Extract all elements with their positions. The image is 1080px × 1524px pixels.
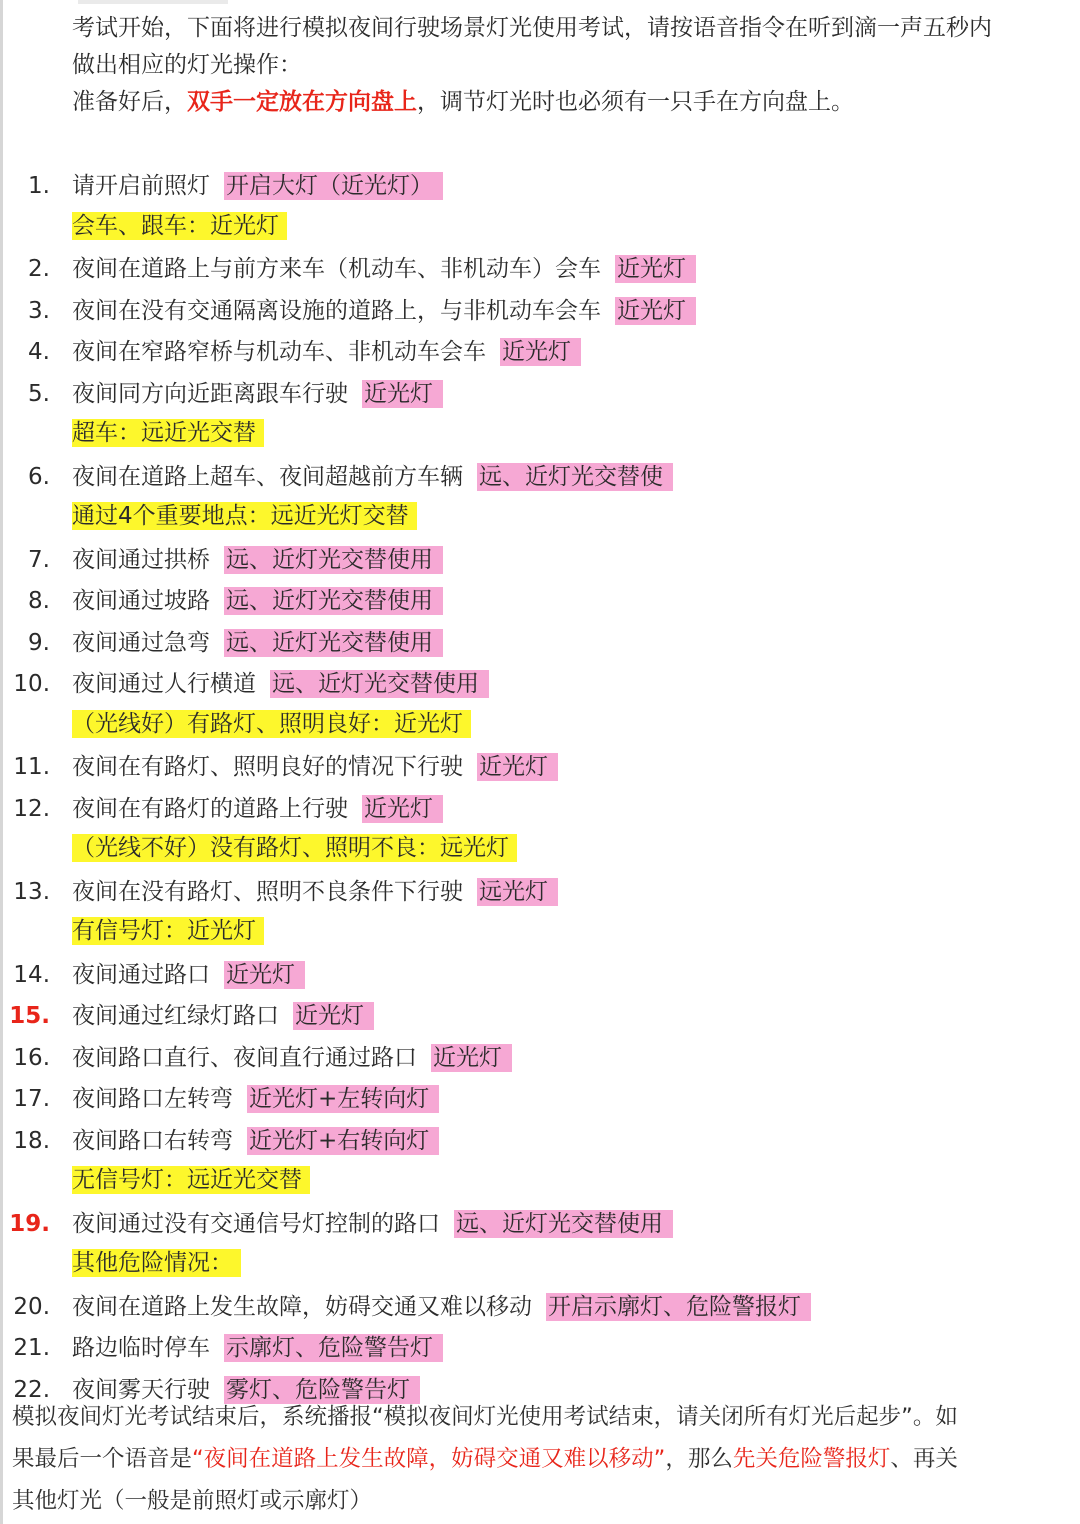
list-item [0, 1287, 1080, 1329]
item-content [72, 1041, 512, 1075]
list-item [0, 166, 1080, 208]
item-answer: 示廓灯、危险警告灯 [224, 1334, 443, 1362]
item-question: 夜间在窄路窄桥与机动车、非机动车会车 [72, 339, 486, 365]
item-answer: 近光灯 [224, 961, 305, 989]
item-answer: 近光灯 [615, 255, 696, 283]
footer-quote: “夜间在道路上发生故障，妨碍交通又难以移动” [192, 1446, 666, 1472]
footer-line-1: 模拟夜间灯光考试结束后，系统播报“模拟夜间灯光使用考试结束，请关闭所有灯光后起步”。如 [12, 1404, 958, 1430]
list-item [0, 332, 1080, 374]
item-number: 8. [28, 588, 50, 614]
item-question: 夜间路口直行、夜间直行通过路口 [72, 1044, 417, 1071]
list-item [0, 1204, 1080, 1246]
item-number: 20. [13, 1293, 50, 1320]
category-label: （光线好）有路灯、照明良好：近光灯 [72, 710, 471, 738]
item-answer: 远、近灯光交替使用 [270, 670, 489, 698]
item-number: 19. [9, 1210, 50, 1237]
footer-line-3: 其他灯光（一般是前照灯或示廓灯） [12, 1488, 373, 1514]
item-content [72, 377, 443, 411]
item-question: 夜间路口右转弯 [72, 1127, 233, 1154]
item-number: 3. [28, 297, 50, 324]
item-question: 夜间同方向近距离跟车行驶 [72, 380, 348, 407]
item-answer: 雾灯、危险警告灯 [224, 1376, 420, 1404]
category-content [72, 416, 264, 450]
category-row [0, 208, 1080, 250]
intro-emphasis: 双手一定放在方向盘上 [187, 89, 417, 115]
item-number: 18. [13, 1127, 50, 1154]
category-row [0, 498, 1080, 540]
item-content [72, 460, 673, 494]
list-item [0, 996, 1080, 1038]
item-content [72, 792, 443, 826]
list-item [0, 623, 1080, 665]
item-question: 夜间通过拱桥 [72, 546, 210, 573]
intro-line-3-suffix: ，调节灯光时也必须有一只手在方向盘上。 [417, 89, 854, 115]
item-content [72, 1124, 439, 1158]
item-question: 夜间雾天行驶 [72, 1376, 210, 1403]
intro-line-1: 考试开始，下面将进行模拟夜间行驶场景灯光使用考试，请按语音指令在听到滴一声五秒内 [72, 15, 992, 41]
item-content [72, 626, 443, 660]
list-item [0, 1038, 1080, 1080]
item-question: 夜间通过没有交通信号灯控制的路口 [72, 1210, 440, 1237]
footer-paragraph [12, 1396, 1068, 1522]
item-answer: 近光灯 [477, 753, 558, 781]
list-item [0, 1079, 1080, 1121]
list-item [0, 747, 1080, 789]
item-number: 2. [28, 256, 50, 282]
item-answer: 近光灯 [293, 1002, 374, 1030]
item-question: 夜间在没有路灯、照明不良条件下行驶 [72, 878, 463, 905]
footer-line-2 [12, 1438, 1068, 1480]
list-item [0, 789, 1080, 831]
item-content [72, 1082, 439, 1116]
item-content [72, 1207, 673, 1241]
intro-line-3 [72, 84, 1062, 121]
item-answer: 近光灯+左转向灯 [247, 1085, 439, 1113]
category-content [72, 914, 264, 948]
category-row [0, 1245, 1080, 1287]
item-answer: 远、近灯光交替使用 [224, 629, 443, 657]
list-item [0, 581, 1080, 623]
item-content [72, 169, 443, 203]
category-label: 会车、跟车：近光灯 [72, 212, 287, 240]
item-content [72, 1290, 811, 1324]
item-answer: 近光灯 [362, 795, 443, 823]
item-answer: 近光灯 [362, 380, 443, 408]
item-number: 12. [13, 795, 50, 822]
item-question: 夜间通过急弯 [72, 629, 210, 656]
category-label: 通过4个重要地点：远近光灯交替 [72, 502, 417, 530]
category-label: （光线不好）没有路灯、照明不良：远光灯 [72, 834, 517, 862]
intro-line-2: 做出相应的灯光操作： [72, 52, 302, 78]
category-label: 超车：远近光交替 [72, 419, 264, 447]
item-number: 16. [13, 1044, 50, 1071]
category-label: 无信号灯：远近光交替 [72, 1166, 310, 1194]
list-item [0, 664, 1080, 706]
item-question: 夜间在有路灯的道路上行驶 [72, 795, 348, 822]
footer-line-2-e: 、再关 [890, 1446, 958, 1472]
item-answer: 远、近灯光交替使用 [454, 1210, 673, 1238]
item-number: 22. [13, 1376, 50, 1403]
item-number: 21. [13, 1335, 50, 1361]
category-content [72, 707, 471, 741]
item-answer: 近光灯 [500, 338, 581, 366]
item-number: 15. [9, 1003, 50, 1029]
item-content [72, 543, 443, 577]
item-number: 9. [28, 629, 50, 656]
item-answer: 开启示廓灯、危险警报灯 [546, 1293, 811, 1321]
item-number: 4. [28, 339, 50, 365]
item-question: 夜间通过坡路 [72, 588, 210, 614]
category-content [72, 1163, 310, 1197]
item-question: 夜间在有路灯、照明良好的情况下行驶 [72, 754, 463, 780]
item-answer: 开启大灯（近光灯） [224, 172, 443, 200]
item-number: 6. [28, 463, 50, 490]
item-question: 夜间在没有交通隔离设施的道路上，与非机动车会车 [72, 297, 601, 324]
category-content [72, 499, 417, 533]
category-row [0, 913, 1080, 955]
category-row [0, 706, 1080, 748]
footer-line-2-a: 果最后一个语音是 [12, 1446, 193, 1472]
category-content [72, 831, 517, 865]
item-content [72, 335, 581, 369]
footer-line-2-c: ，那么 [665, 1446, 733, 1472]
category-label: 有信号灯：近光灯 [72, 917, 264, 945]
item-answer: 远、近灯光交替使用 [224, 546, 443, 574]
item-question: 路边临时停车 [72, 1335, 210, 1361]
list-item [0, 374, 1080, 416]
list-item [0, 1328, 1080, 1370]
category-row [0, 1162, 1080, 1204]
item-content [72, 750, 558, 784]
item-number: 14. [13, 961, 50, 988]
item-content [72, 667, 489, 701]
item-content [72, 958, 305, 992]
item-question: 夜间路口左转弯 [72, 1086, 233, 1112]
item-number: 17. [13, 1086, 50, 1112]
item-question: 请开启前照灯 [72, 173, 210, 199]
item-question: 夜间在道路上超车、夜间超越前方车辆 [72, 463, 463, 490]
item-number: 7. [28, 546, 50, 573]
item-content [72, 999, 374, 1033]
list-item [0, 955, 1080, 997]
intro-paragraph [72, 10, 1062, 121]
item-question: 夜间通过红绿灯路口 [72, 1003, 279, 1029]
item-number: 10. [13, 671, 50, 697]
item-answer: 近光灯 [431, 1044, 512, 1072]
item-number: 5. [28, 380, 50, 407]
item-answer: 远、近灯光交替使用 [224, 587, 443, 615]
item-answer: 远光灯 [477, 878, 558, 906]
item-question: 夜间在道路上与前方来车（机动车、非机动车）会车 [72, 256, 601, 282]
item-question: 夜间在道路上发生故障，妨碍交通又难以移动 [72, 1293, 532, 1320]
item-content [72, 252, 696, 286]
footer-instruction: 先关危险警报灯 [732, 1446, 891, 1472]
category-content [72, 209, 287, 243]
item-number: 13. [13, 878, 50, 905]
intro-line-3-prefix: 准备好后， [72, 89, 187, 115]
item-content [72, 875, 558, 909]
list-item [0, 1121, 1080, 1163]
list-item [0, 540, 1080, 582]
list-item [0, 291, 1080, 333]
category-row [0, 415, 1080, 457]
category-label: 其他危险情况： [72, 1249, 241, 1277]
list-item [0, 872, 1080, 914]
category-row [0, 830, 1080, 872]
top-fragment [78, 0, 228, 4]
item-content [72, 294, 696, 328]
item-question: 夜间通过路口 [72, 961, 210, 988]
item-answer: 近光灯+右转向灯 [247, 1127, 439, 1155]
category-content [72, 1246, 241, 1280]
item-number: 1. [28, 173, 50, 199]
list-item [0, 457, 1080, 499]
exam-item-list [0, 166, 1080, 1411]
item-content [72, 1331, 443, 1365]
list-item [0, 249, 1080, 291]
item-question: 夜间通过人行横道 [72, 671, 256, 697]
item-number: 11. [13, 754, 50, 780]
item-answer: 近光灯 [615, 297, 696, 325]
item-answer: 远、近灯光交替使 [477, 463, 673, 491]
item-content [72, 584, 443, 618]
